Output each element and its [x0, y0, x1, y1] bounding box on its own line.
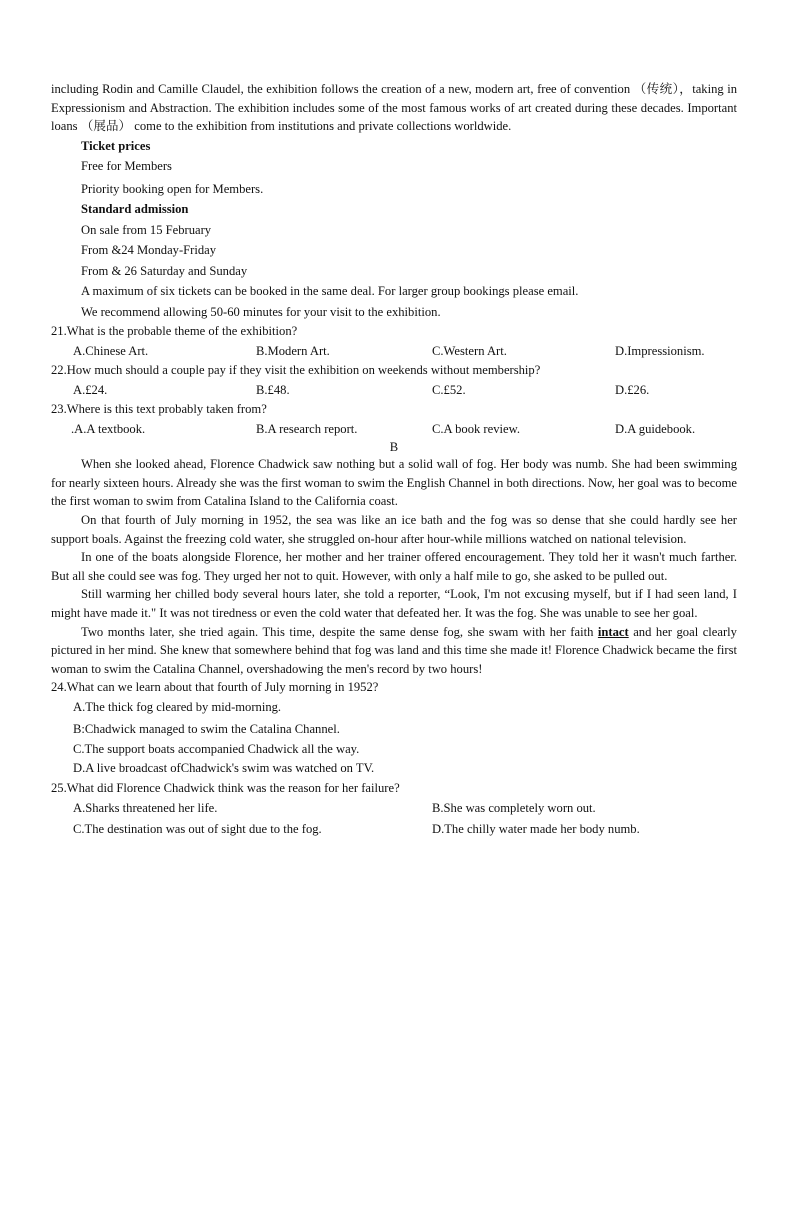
question-22: 22.How much should a couple pay if they visit the exhibition on weekends without membership?: [51, 363, 541, 378]
option-c: C.Western Art.: [432, 343, 507, 358]
free-members-line: Free for Members: [81, 159, 172, 174]
option-d: D.A guidebook.: [615, 421, 696, 436]
question-23: 23.Where is this text probably taken from?: [51, 402, 267, 417]
option-b: B.A research report.: [256, 421, 358, 436]
option-a: A.£24.: [73, 382, 108, 397]
passage-b-paragraph-3: In one of the boats alongside Florence, her mother and her trainer offered encouragement. They told her it wasn't much farther. But all she could see was fog. They urged her not to quit. However, with only a half mile to go, she asked to be pulled out.: [51, 550, 737, 583]
question-21-options: [51, 342, 737, 362]
question-25: 25.What did Florence Chadwick think was the reason for her failure?: [51, 780, 400, 795]
option-a: .A.A textbook.: [71, 421, 146, 436]
priority-booking-line: Priority booking open for Members.: [81, 181, 264, 196]
on-sale-line: On sale from 15 February: [81, 222, 212, 237]
question-22-options: [51, 381, 737, 401]
exhibition-intro: including Rodin and Camille Claudel, the exhibition follows the creation of a new, modern art, free of convention （传统），taking in Expressionism and Abstraction. The exhibition includes some of the most famous works of art created during these decades. Important loans （展品） come to the exhibition from institutions and private collections worldwide.: [51, 82, 737, 134]
passage-b-paragraph-4: Still warming her chilled body several hours later, she told a reporter, “Look, I'm not excusing myself, but if I had seen land, I might have made it." It was not tiredness or even the cold water that defeated her. It was the fog. She was unable to see her goal.: [51, 587, 737, 621]
document-page: [51, 80, 737, 840]
option-d: D.£26.: [615, 382, 650, 397]
option-b: B.Modern Art.: [256, 343, 330, 358]
option-c: C.A book review.: [432, 421, 521, 436]
question-23-options: [51, 420, 737, 440]
recommend-line: We recommend allowing 50-60 minutes for your visit to the exhibition.: [81, 304, 441, 319]
passage-b-paragraph-1: When she looked ahead, Florence Chadwick saw nothing but a solid wall of fog. Her body was numb. She had been swimming for nearly sixteen hours. Already she was the first woman to swim the English Channel in both directions. Now, her goal was to become the first woman to swim from Catalina Island to the California coast.: [51, 457, 737, 509]
passage-b-paragraph-5: [51, 623, 737, 679]
ticket-prices-heading: Ticket prices: [81, 138, 151, 153]
paragraph-5-text-start: Two months later, she tried again. This time, despite the same dense fog, she swam with her faith: [81, 624, 598, 639]
standard-admission-heading: Standard admission: [81, 202, 189, 217]
highlighted-word-intact: intact: [597, 624, 629, 639]
question-25-options-row-1: [51, 798, 737, 819]
passage-b-paragraph-2: On that fourth of July morning in 1952, the sea was like an ice bath and the fog was so dense that she could hardly see her support boals. Against the freezing cold water, she struggled on-hour after hour-while millions watched on national television.: [51, 513, 737, 546]
option-c: C.The support boats accompanied Chadwick all the way.: [73, 741, 360, 756]
question-25-options-row-2: [51, 819, 737, 840]
option-b: B.£48.: [256, 382, 290, 397]
question-21: 21.What is the probable theme of the exhibition?: [51, 324, 298, 339]
option-b: B:Chadwick managed to swim the Catalina Channel.: [73, 722, 340, 737]
question-24: 24.What can we learn about that fourth of July morning in 1952?: [51, 680, 379, 695]
option-c: C.The destination was out of sight due to the fog.: [73, 822, 322, 837]
option-c: C.£52.: [432, 382, 466, 397]
option-d: D.A live broadcast ofChadwick's swim was watched on TV.: [73, 761, 375, 776]
option-a: A.Sharks threatened her life.: [73, 801, 218, 816]
option-a: A.Chinese Art.: [73, 343, 149, 358]
paragraph-5-text-end: and her goal clearly pictured in her mind. She knew that somewhere behind that fog was land and this time she made it! Florence Chadwick became the first woman to swim the Catalina Channel, overshadowing the men's record by two hours!: [51, 624, 737, 676]
option-d: D.Impressionism.: [615, 343, 705, 358]
weekend-price-line: From & 26 Saturday and Sunday: [81, 263, 248, 278]
option-a: A.The thick fog cleared by mid-morning.: [73, 699, 282, 714]
option-b: B.She was completely worn out.: [432, 801, 596, 816]
section-b-label: B: [389, 440, 399, 455]
weekday-price-line: From &24 Monday-Friday: [81, 243, 217, 258]
option-d: D.The chilly water made her body numb.: [432, 822, 640, 837]
max-tickets-line: A maximum of six tickets can be booked in the same deal. For larger group bookings please email.: [81, 284, 579, 299]
